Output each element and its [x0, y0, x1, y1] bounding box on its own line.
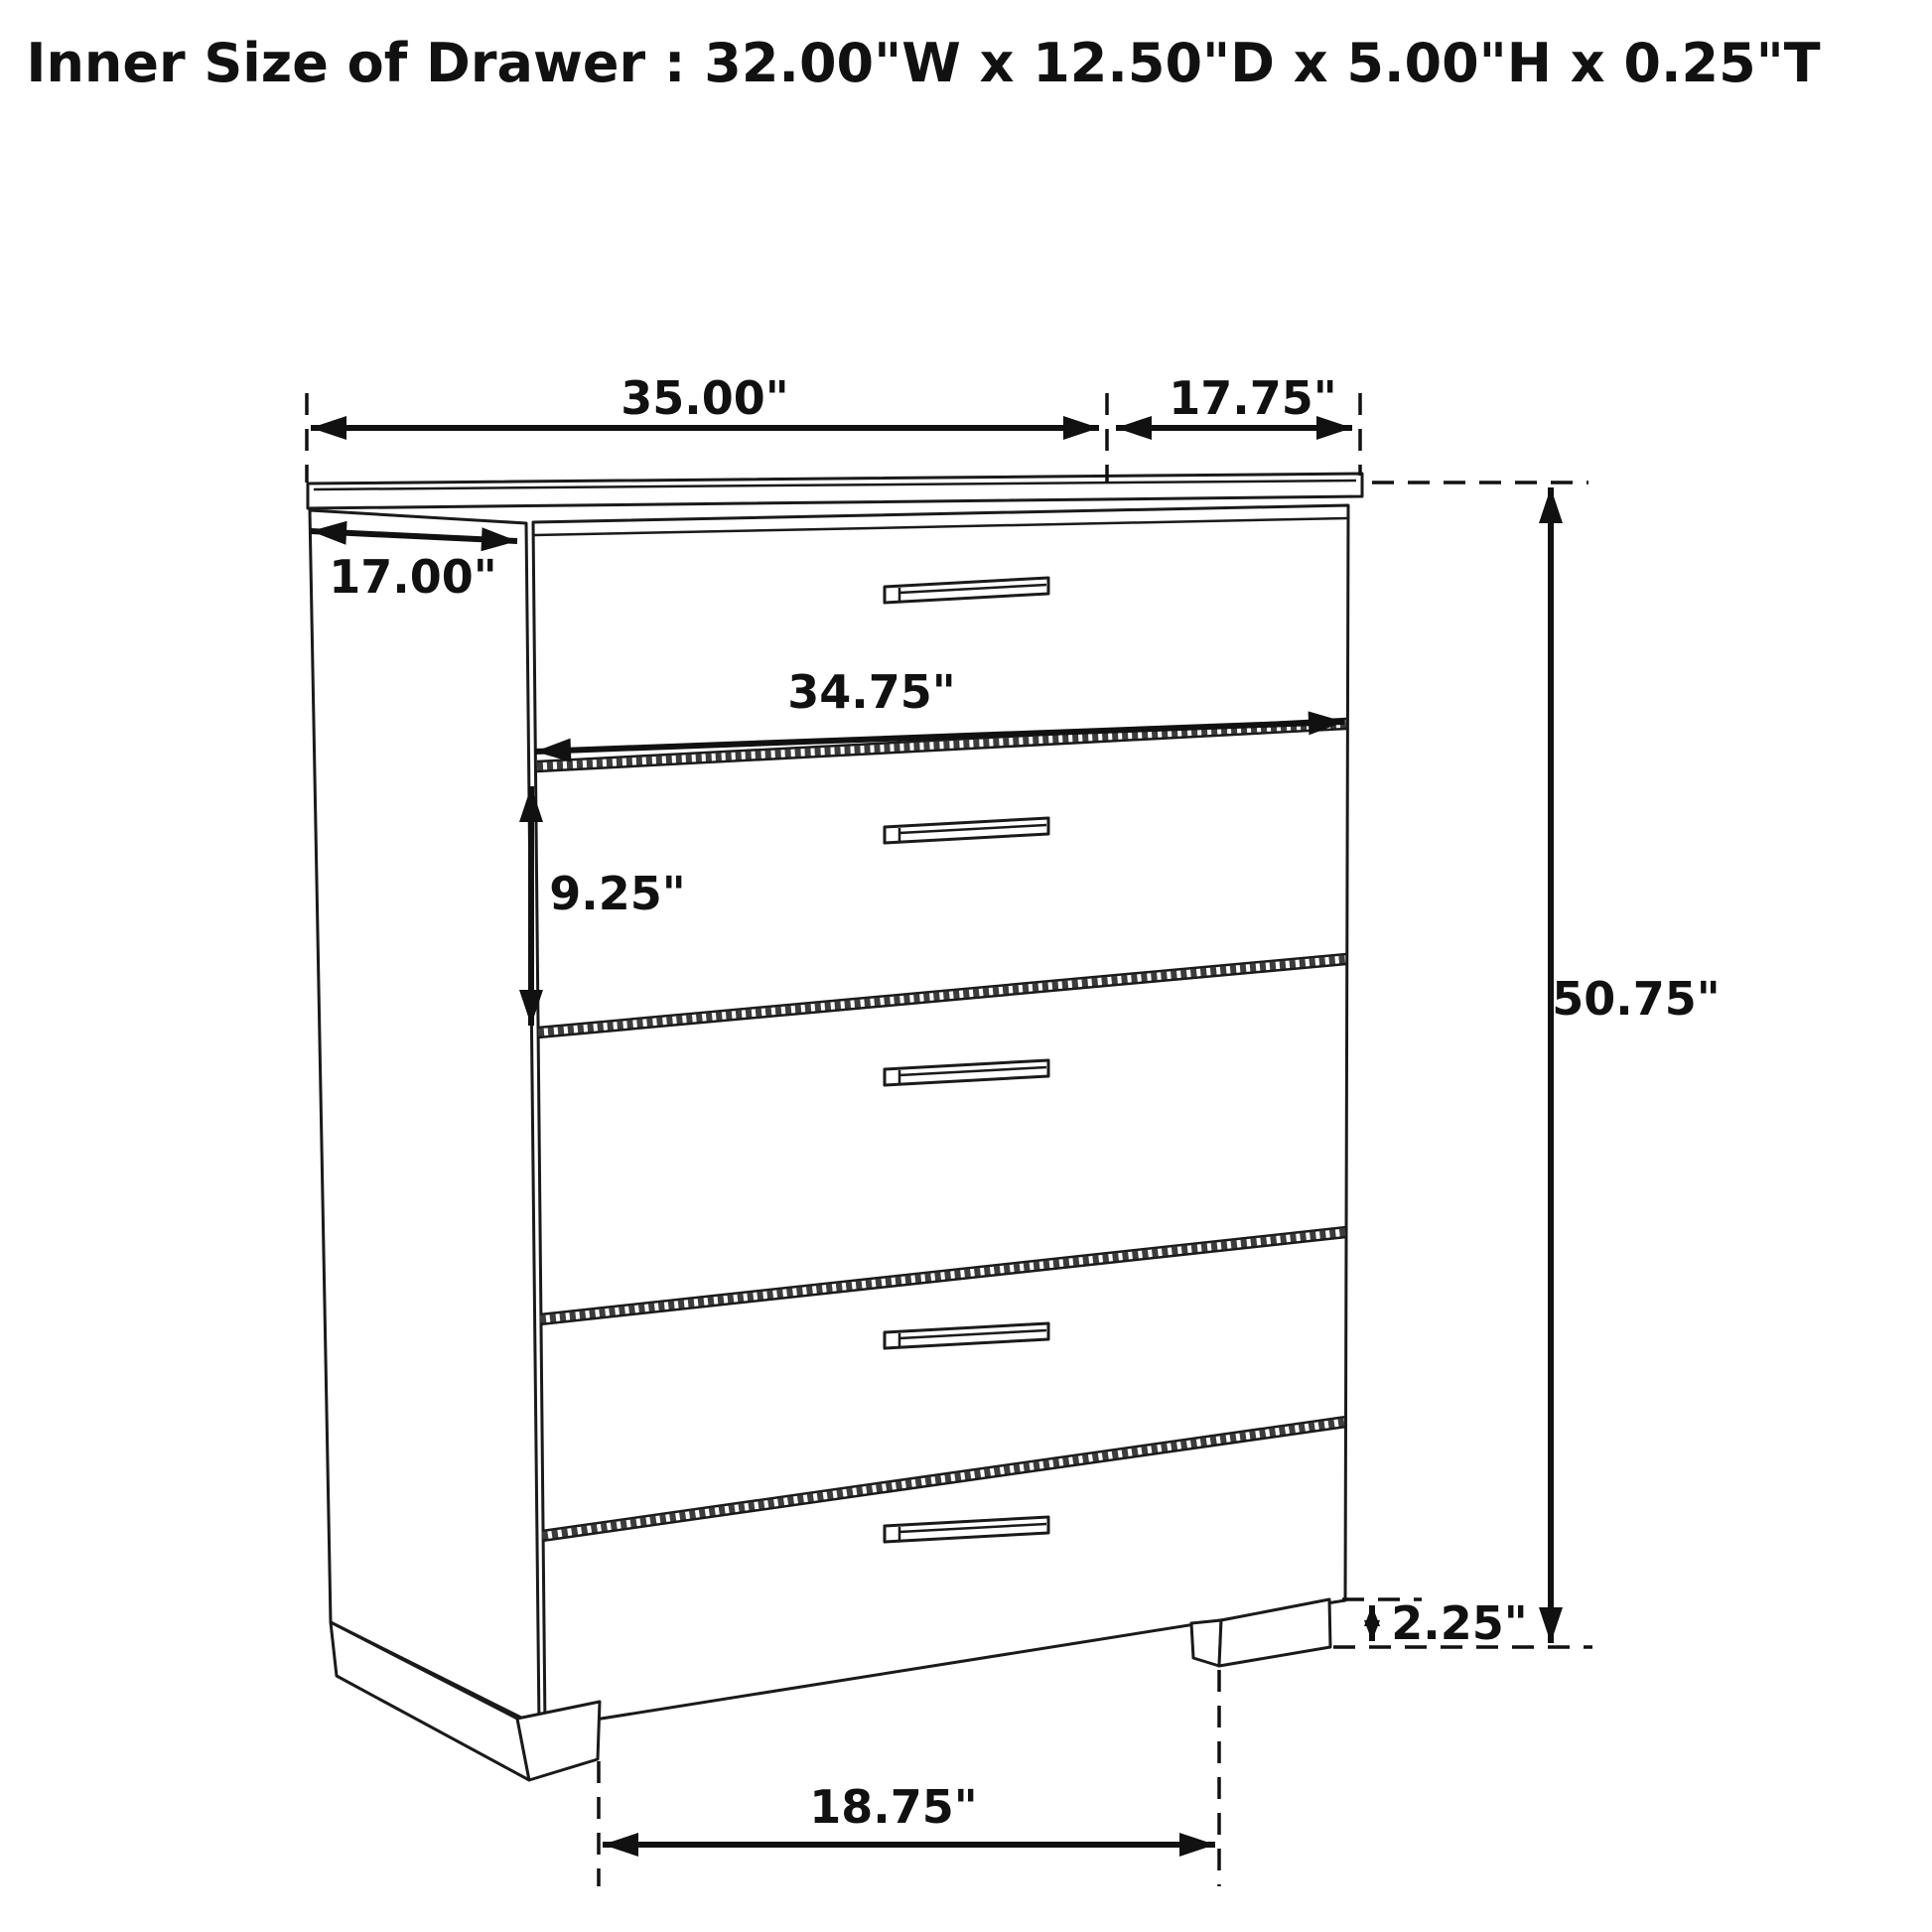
label-side-depth: 17.00" — [329, 550, 497, 604]
label-top-width: 35.00" — [621, 371, 789, 425]
side-panel — [310, 510, 539, 1726]
page-title: Inner Size of Drawer : 32.00"W x 12.50"D x 5.00"H x 0.25"T — [26, 32, 1821, 94]
top-panel-face — [308, 474, 1362, 508]
label-drawer-width: 34.75" — [787, 665, 956, 719]
chest-top-panel — [308, 474, 1362, 508]
label-leg-spacing: 18.75" — [809, 1780, 978, 1834]
label-leg-height: 2.25" — [1391, 1596, 1528, 1650]
right-foot-side — [1191, 1620, 1221, 1666]
label-top-depth: 17.75" — [1169, 371, 1337, 425]
label-drawer-height: 9.25" — [549, 867, 686, 920]
label-total-height: 50.75" — [1552, 972, 1721, 1026]
